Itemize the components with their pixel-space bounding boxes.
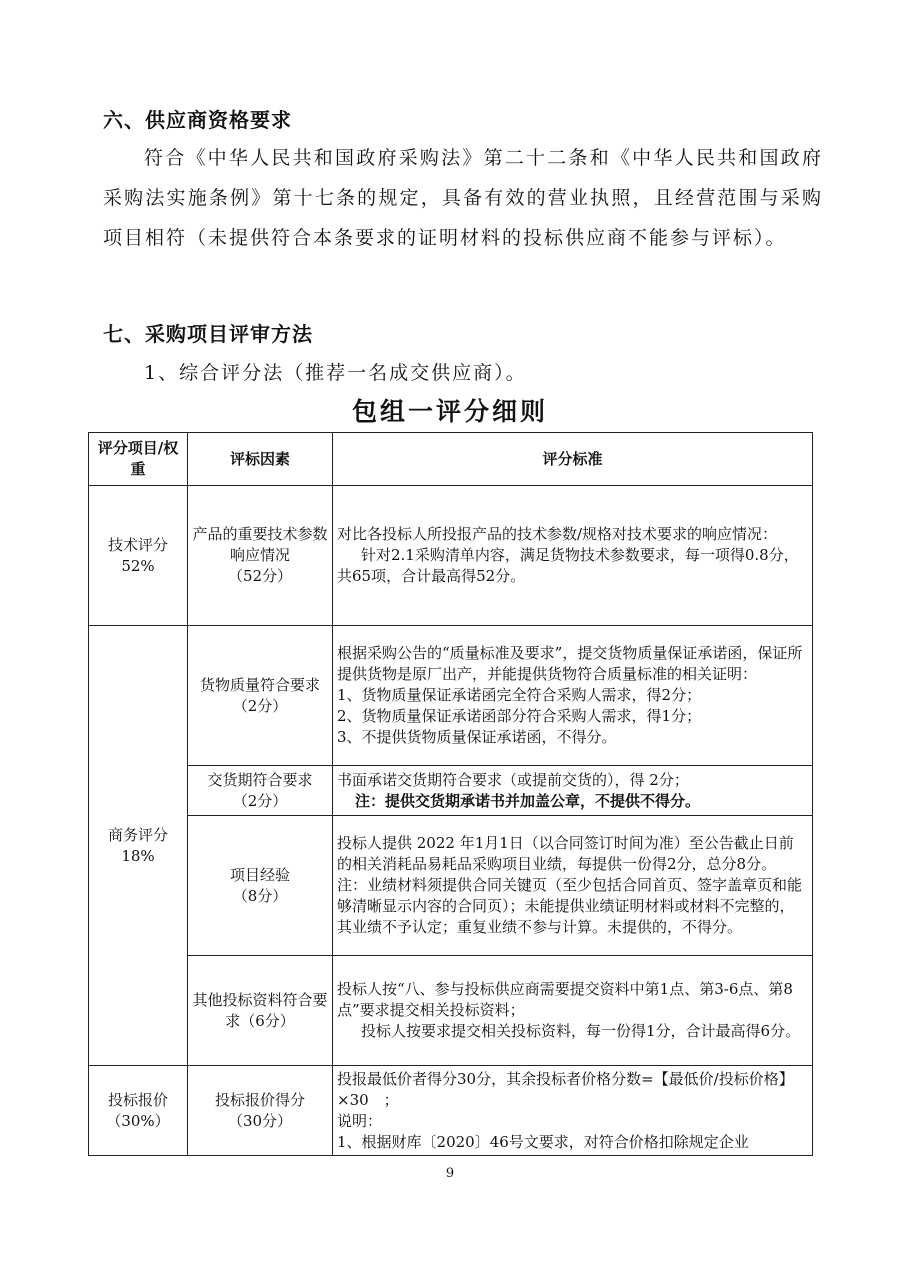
table-title: 包组一评分细则	[351, 397, 548, 426]
quality-line-4: 3、不提供货物质量保证承诺函，不得分。	[337, 728, 617, 746]
quality-line-2: 1、货物质量保证承诺函完全符合采购人需求，得2分；	[337, 686, 702, 704]
table-row	[89, 626, 813, 766]
page-number: 9	[445, 1166, 455, 1181]
section-7-heading: 七、采购项目评审方法	[103, 322, 313, 346]
section-7-item-1: 1、综合评分法（推荐一名成交供应商）。	[144, 362, 527, 384]
price-factor-score: （30分）	[227, 1111, 293, 1130]
tech-weight: 52%	[121, 556, 155, 575]
tech-factor-cell	[188, 486, 333, 626]
business-category-cell	[89, 626, 188, 1066]
price-criteria-cell	[333, 1066, 813, 1156]
price-weight: （30%）	[106, 1111, 170, 1130]
table-row	[89, 766, 813, 816]
quality-factor: 货物质量符合要求（2分）	[188, 626, 333, 766]
price-factor-cell	[188, 1066, 333, 1156]
price-line-2: 说明：	[337, 1111, 383, 1130]
experience-factor: 项目经验	[229, 865, 290, 884]
section-6-heading: 六、供应商资格要求	[103, 108, 292, 132]
header-factor: 评标因素	[188, 433, 333, 486]
other-line-2: 投标人按要求提交相关投标资料，每一份得1分，合计最高得6分。	[361, 1022, 801, 1040]
delivery-factor: 交货期符合要求	[207, 770, 313, 789]
delivery-note: 注：提供交货期承诺书并加盖公章，不提供不得分。	[355, 791, 701, 810]
delivery-factor-cell	[188, 766, 333, 816]
tech-criteria-line-2: 针对2.1采购清单内容，满足货物技术参数要求，每一项得0.8分，共65项，合计最高得52分。	[337, 546, 799, 585]
tech-factor-score: （52分）	[227, 567, 293, 585]
tech-criteria-cell	[333, 486, 813, 626]
delivery-line-1: 书面承诺交货期符合要求（或提前交货的），得 2分；	[337, 770, 689, 789]
business-weight: 18%	[121, 846, 155, 865]
table-row	[89, 486, 813, 626]
business-category: 商务评分	[107, 825, 168, 844]
delivery-factor-score: （2分）	[232, 791, 288, 810]
price-category: 投标报价	[107, 1090, 168, 1109]
header-criteria: 评分标准	[333, 433, 813, 486]
table-row	[89, 956, 813, 1066]
scoring-table	[88, 432, 813, 1156]
price-category-cell	[89, 1066, 188, 1156]
delivery-criteria-cell	[333, 766, 813, 816]
price-line-3: 1、根据财库〔2020〕46号文要求，对符合价格扣除规定企业	[337, 1132, 749, 1151]
quality-criteria-cell	[333, 626, 813, 766]
table-header-row	[89, 433, 813, 486]
tech-category: 技术评分	[107, 535, 168, 554]
table-row	[89, 816, 813, 956]
other-factor: 其他投标资料符合要求（6分）	[188, 956, 333, 1066]
header-category: 评分项目/权重	[89, 433, 188, 486]
other-criteria-cell	[333, 956, 813, 1066]
price-line-1: 投报最低价者得分30分，其余投标者价格分数=【最低价/投标价格】×30 ；	[337, 1069, 794, 1109]
experience-criteria: 投标人提供 2022 年1月1日（以合同签订时间为准）至公告截止日前的相关消耗品易耗品采购项目业绩，每提供一份得2分，总分8分。 注：业绩材料须提供合同关键页（至少包括合同首页、签字盖章页和能够清晰显示内容的合同页）；未能提供业绩证明材料或材料不完整的，其业绩不予认定；重复业绩不参与计算。未提供的，不得分。	[333, 816, 813, 956]
experience-factor-score: （8分）	[232, 886, 288, 905]
quality-line-1: 根据采购公告的“质量标准及要求”，提交货物质量保证承诺函，保证所提供货物是原厂出产，并能提供货物符合质量标准的相关证明：	[337, 644, 803, 683]
tech-criteria-line-1: 对比各投标人所投报产品的技术参数/规格对技术要求的响应情况：	[337, 525, 778, 543]
other-line-1: 投标人按“八、参与投标供应商需要提交资料中第1点、第3-6点、第8点”要求提交相关投标资料；	[337, 980, 793, 1019]
section-6-body: 符合《中华人民共和国政府采购法》第二十二条和《中华人民共和国政府采购法实施条例》第十七条的规定，具备有效的营业执照，且经营范围与采购项目相符（未提供符合本条要求的证明材料的投标供应商不能参与评标）。	[103, 147, 823, 249]
tech-category-cell	[89, 486, 188, 626]
tech-factor: 产品的重要技术参数响应情况	[192, 525, 328, 564]
experience-factor-cell	[188, 816, 333, 956]
quality-line-3: 2、货物质量保证承诺函部分符合采购人需求，得1分；	[337, 707, 702, 725]
table-row	[89, 1066, 813, 1156]
price-factor: 投标报价得分	[214, 1090, 305, 1109]
